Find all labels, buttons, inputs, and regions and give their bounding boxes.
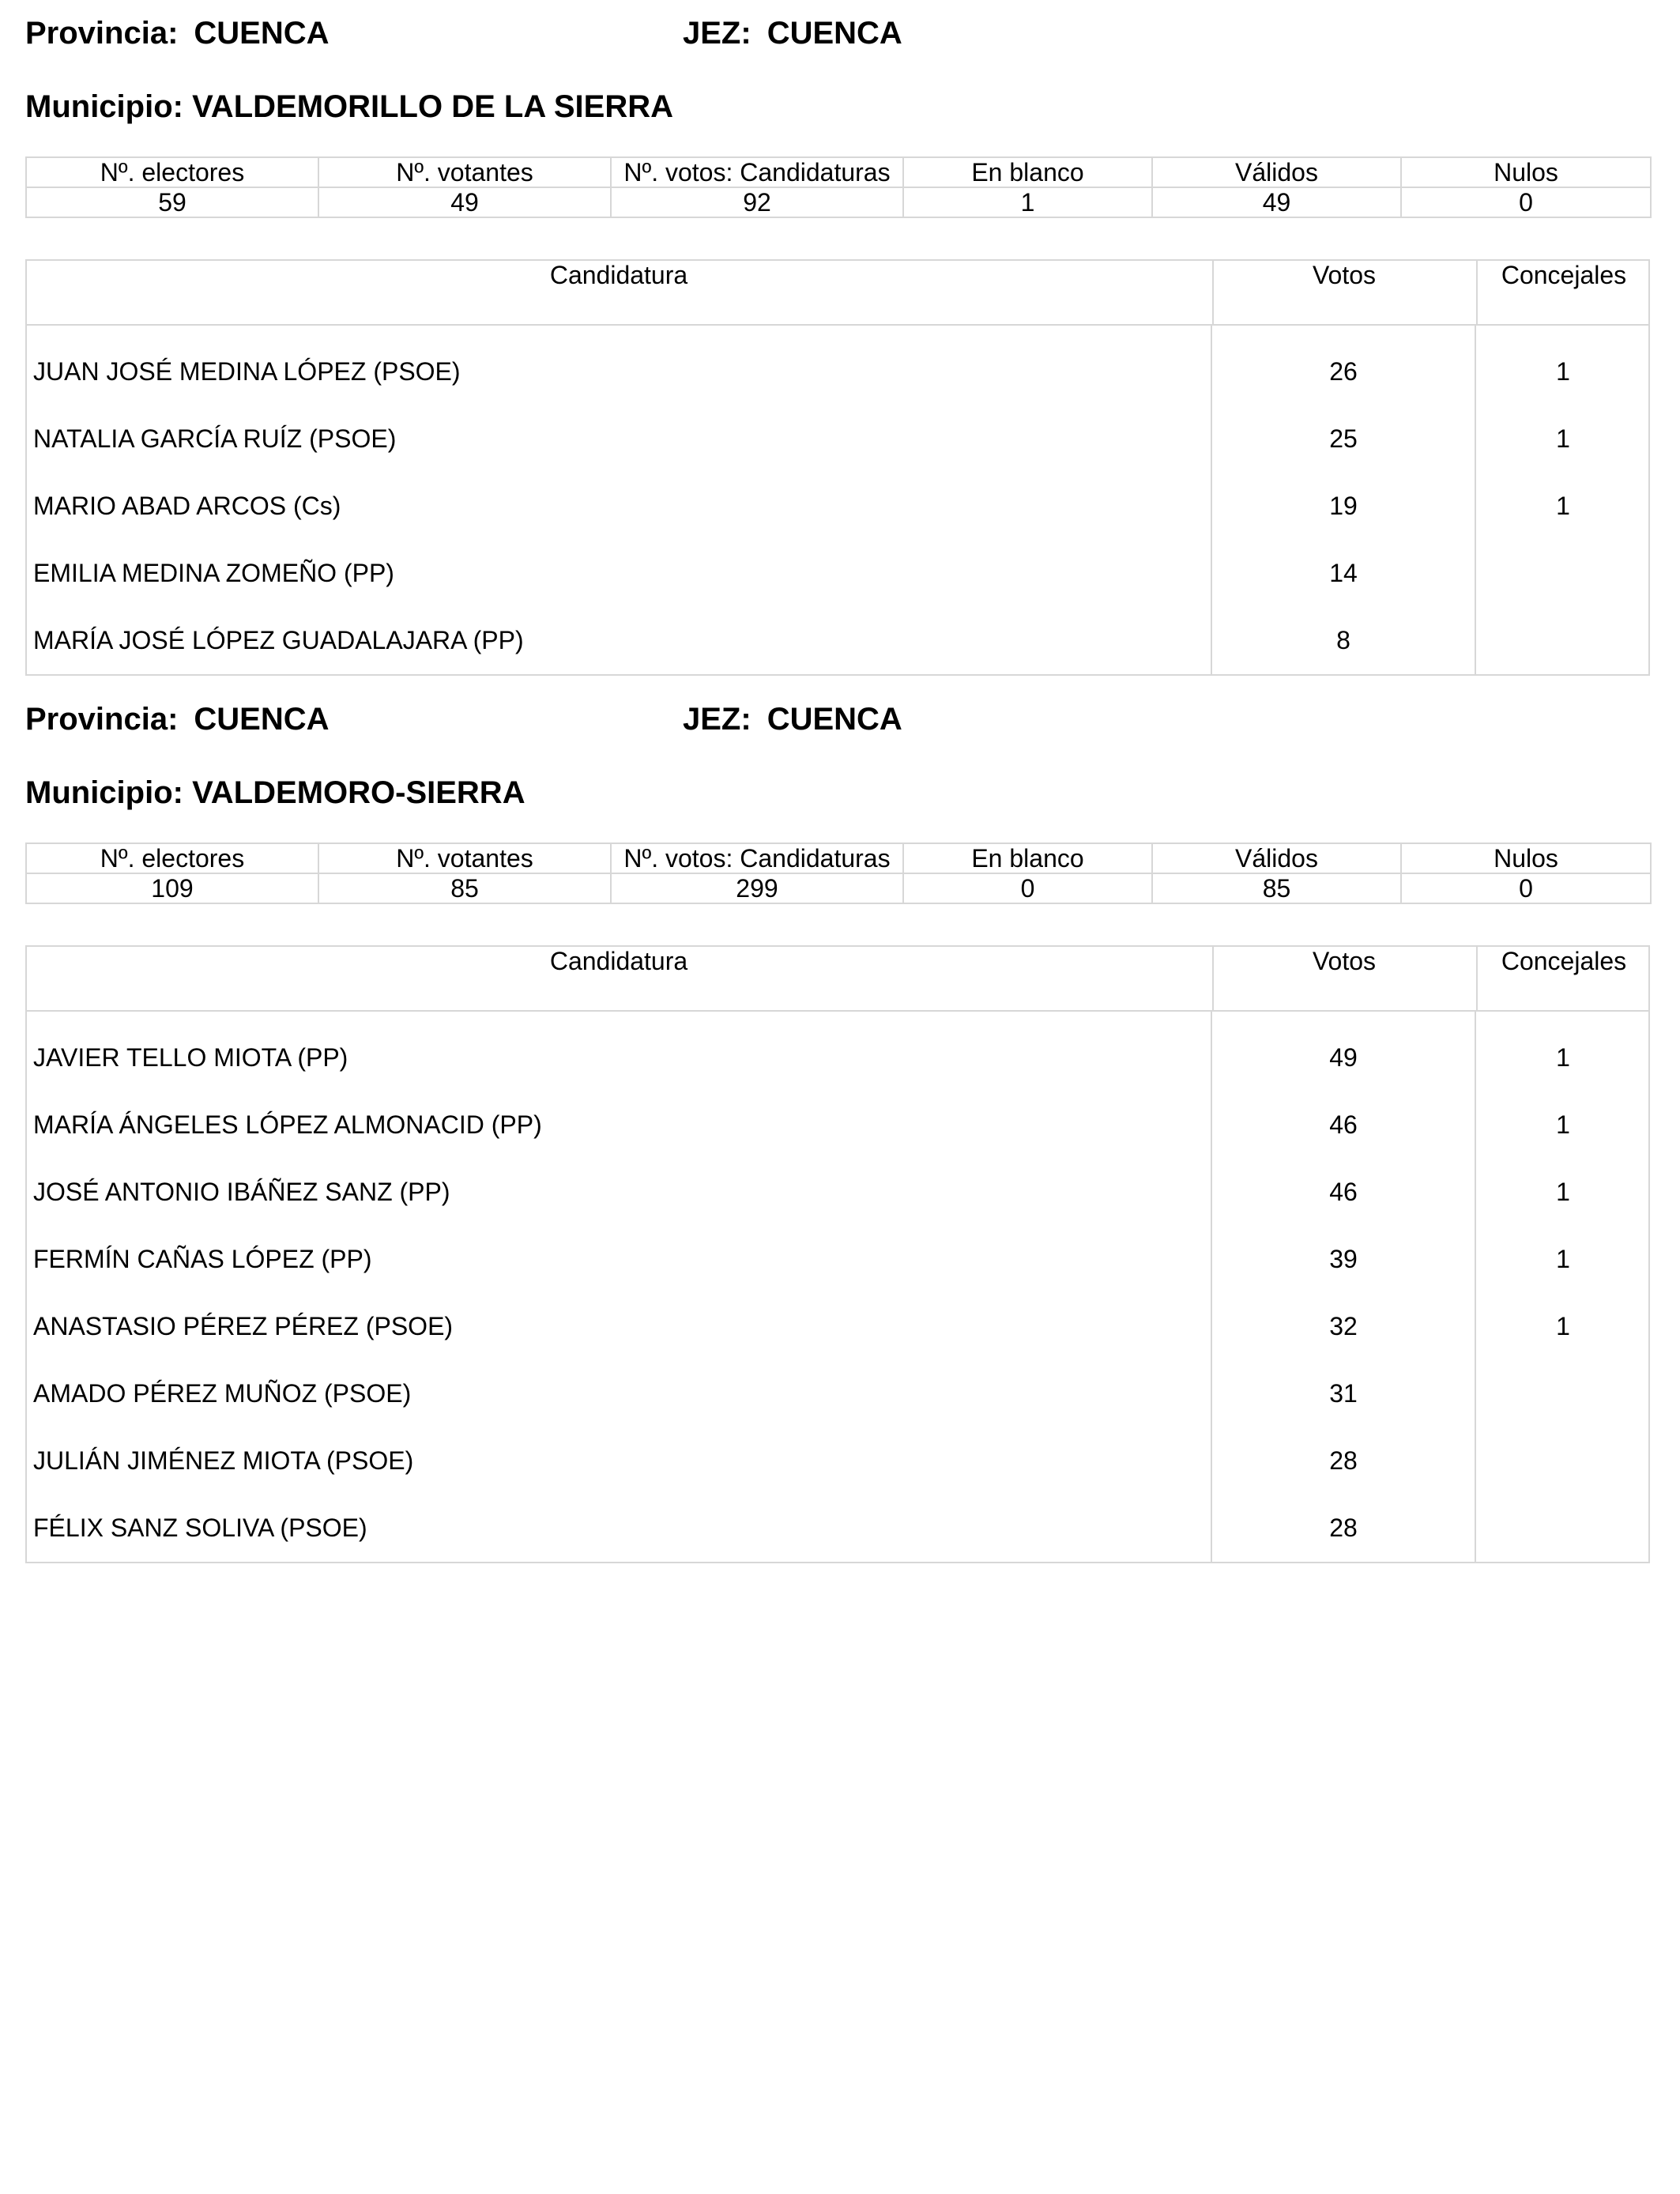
header-concejales: Concejales — [1476, 947, 1650, 1010]
candidate-concejales — [1476, 1495, 1650, 1562]
candidate-name: JULIÁN JIMÉNEZ MIOTA (PSOE) — [33, 1446, 414, 1475]
candidate-concejales — [1476, 607, 1650, 674]
summary-header-cell: Nº. votantes — [318, 157, 611, 187]
summary-header-cell: Nº. votos: Candidaturas — [611, 157, 903, 187]
candidate-concejales: 1 — [1556, 1312, 1570, 1340]
candidate-votes: 31 — [1329, 1379, 1358, 1408]
summary-value-cell: 49 — [1152, 187, 1401, 217]
municipio-line — [25, 88, 673, 126]
summary-value-cell: 299 — [611, 873, 903, 903]
table-row — [27, 1091, 1648, 1159]
table-row — [27, 1427, 1648, 1495]
table-row — [27, 1293, 1648, 1360]
provincia-line — [25, 14, 330, 52]
table-row — [27, 1159, 1648, 1226]
candidate-name: MARIO ABAD ARCOS (Cs) — [33, 492, 341, 520]
header-concejales: Concejales — [1476, 261, 1650, 324]
municipio-label: Municipio: — [25, 775, 183, 810]
candidate-concejales: 1 — [1556, 1178, 1570, 1206]
header-candidatura: Candidatura — [549, 947, 688, 975]
summary-value-cell: 0 — [1401, 187, 1651, 217]
candidate-concejales: 1 — [1556, 1245, 1570, 1273]
summary-header-row — [26, 843, 1651, 873]
candidate-name: FÉLIX SANZ SOLIVA (PSOE) — [33, 1514, 367, 1542]
candidate-votes: 8 — [1336, 626, 1350, 654]
candidate-concejales — [1476, 1360, 1650, 1427]
table-row — [27, 473, 1648, 540]
summary-value-cell: 92 — [611, 187, 903, 217]
summary-value-cell: 0 — [903, 873, 1152, 903]
candidate-name: ANASTASIO PÉREZ PÉREZ (PSOE) — [33, 1312, 454, 1340]
candidate-name: JUAN JOSÉ MEDINA LÓPEZ (PSOE) — [33, 357, 461, 386]
candidate-name: EMILIA MEDINA ZOMEÑO (PP) — [33, 559, 394, 587]
jez-label: JEZ: — [683, 702, 751, 737]
candidate-name: MARÍA JOSÉ LÓPEZ GUADALAJARA (PP) — [33, 626, 524, 654]
candidate-concejales — [1476, 540, 1650, 607]
candidate-votes: 46 — [1329, 1110, 1358, 1139]
header-votos: Votos — [1212, 947, 1475, 1010]
candidate-votes: 14 — [1329, 559, 1358, 587]
candidate-concejales: 1 — [1556, 424, 1570, 453]
candidate-votes: 46 — [1329, 1178, 1358, 1206]
summary-value-cell: 49 — [318, 187, 611, 217]
header-candidatura: Candidatura — [549, 261, 688, 289]
municipio-value: VALDEMORO-SIERRA — [192, 775, 525, 810]
summary-header-cell: Nº. electores — [26, 843, 318, 873]
jez-line — [683, 700, 902, 738]
summary-header-cell: Nulos — [1401, 843, 1651, 873]
candidate-votes: 25 — [1329, 424, 1358, 453]
table-row — [27, 1226, 1648, 1293]
summary-header-cell: Válidos — [1152, 843, 1401, 873]
candidate-votes: 28 — [1329, 1446, 1358, 1475]
candidates-table — [25, 945, 1650, 1563]
header-votos: Votos — [1212, 261, 1475, 324]
candidate-name: NATALIA GARCÍA RUÍZ (PSOE) — [33, 424, 397, 453]
candidate-concejales: 1 — [1556, 492, 1570, 520]
candidate-concejales: 1 — [1556, 1043, 1570, 1072]
candidate-votes: 39 — [1329, 1245, 1358, 1273]
summary-value-row — [26, 187, 1651, 217]
summary-value-cell: 0 — [1401, 873, 1651, 903]
summary-table — [25, 156, 1652, 218]
summary-value-cell: 85 — [1152, 873, 1401, 903]
summary-header-row — [26, 157, 1651, 187]
candidate-name: MARÍA ÁNGELES LÓPEZ ALMONACID (PP) — [33, 1110, 542, 1139]
jez-value: CUENCA — [767, 16, 902, 51]
summary-value-row — [26, 873, 1651, 903]
candidates-header — [27, 947, 1648, 1012]
summary-header-cell: Nº. votantes — [318, 843, 611, 873]
jez-value: CUENCA — [767, 702, 902, 737]
summary-header-cell: Nº. votos: Candidaturas — [611, 843, 903, 873]
provincia-line — [25, 700, 330, 738]
summary-header-cell: Nº. electores — [26, 157, 318, 187]
summary-value-cell: 1 — [903, 187, 1152, 217]
summary-header-cell: Nulos — [1401, 157, 1651, 187]
table-row — [27, 1024, 1648, 1091]
candidate-votes: 32 — [1329, 1312, 1358, 1340]
candidate-votes: 19 — [1329, 492, 1358, 520]
table-row — [27, 607, 1648, 674]
summary-value-cell: 85 — [318, 873, 611, 903]
candidate-concejales — [1476, 1427, 1650, 1495]
municipio-line — [25, 774, 525, 812]
candidates-header — [27, 261, 1648, 326]
candidate-name: FERMÍN CAÑAS LÓPEZ (PP) — [33, 1245, 372, 1273]
candidates-body — [27, 326, 1648, 674]
municipio-value: VALDEMORILLO DE LA SIERRA — [192, 89, 673, 124]
summary-header-cell: Válidos — [1152, 157, 1401, 187]
table-row — [27, 1360, 1648, 1427]
summary-value-cell: 59 — [26, 187, 318, 217]
provincia-value: CUENCA — [194, 16, 330, 51]
candidate-concejales: 1 — [1556, 357, 1570, 386]
summary-header-cell: En blanco — [903, 843, 1152, 873]
table-row — [27, 405, 1648, 473]
candidate-name: AMADO PÉREZ MUÑOZ (PSOE) — [33, 1379, 412, 1408]
table-row — [27, 540, 1648, 607]
provincia-label: Provincia: — [25, 16, 179, 51]
summary-header-cell: En blanco — [903, 157, 1152, 187]
table-row — [27, 1495, 1648, 1562]
candidates-body — [27, 1012, 1648, 1562]
candidate-name: JAVIER TELLO MIOTA (PP) — [33, 1043, 348, 1072]
provincia-value: CUENCA — [194, 702, 330, 737]
candidate-votes: 28 — [1329, 1514, 1358, 1542]
provincia-label: Provincia: — [25, 702, 179, 737]
summary-value-cell: 109 — [26, 873, 318, 903]
jez-line — [683, 14, 902, 52]
jez-label: JEZ: — [683, 16, 751, 51]
candidate-concejales: 1 — [1556, 1110, 1570, 1139]
candidate-votes: 49 — [1329, 1043, 1358, 1072]
summary-table — [25, 843, 1652, 904]
candidates-table — [25, 259, 1650, 676]
candidate-votes: 26 — [1329, 357, 1358, 386]
candidate-name: JOSÉ ANTONIO IBÁÑEZ SANZ (PP) — [33, 1178, 450, 1206]
table-row — [27, 338, 1648, 405]
municipio-label: Municipio: — [25, 89, 183, 124]
